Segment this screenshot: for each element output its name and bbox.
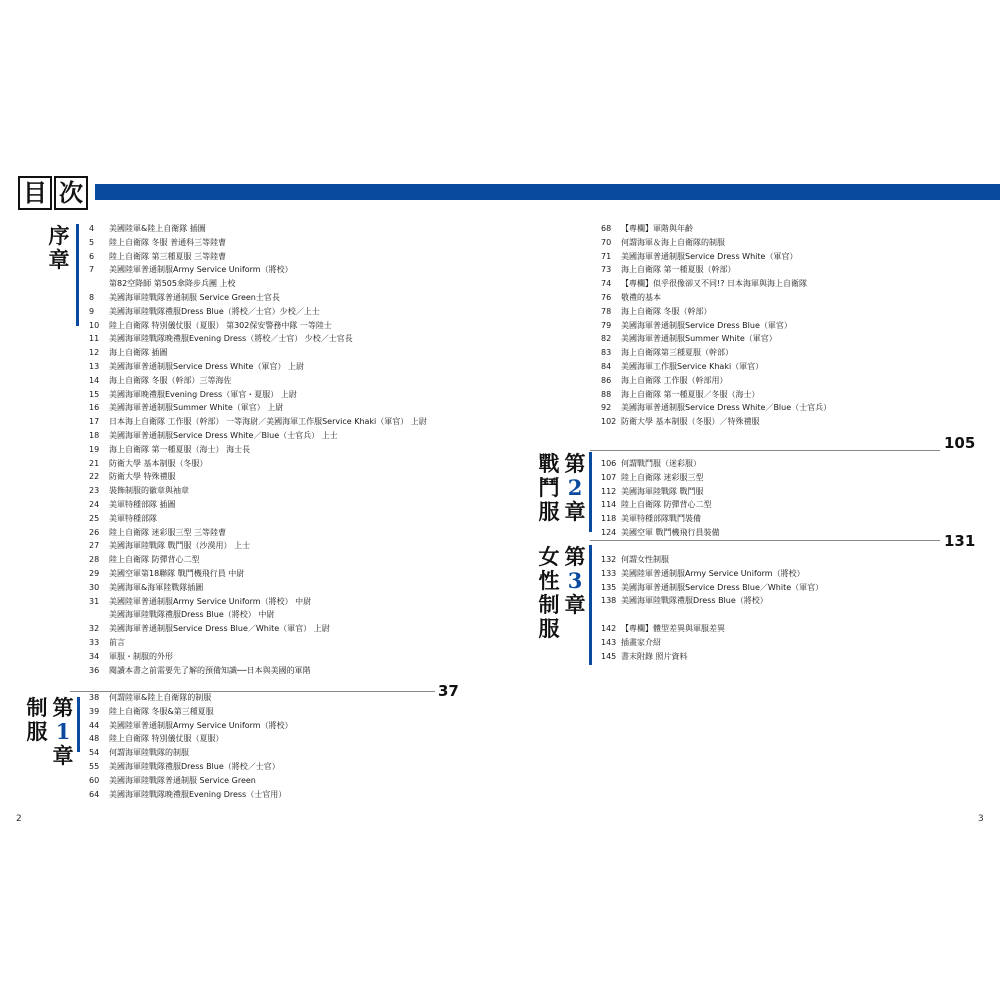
chapter2-title-char: 服 [538, 499, 560, 524]
toc-entry [601, 636, 725, 650]
toc-entry-title: 海上自衛隊 第一種夏服（海士） 海士長 [109, 444, 251, 454]
toc-entry [89, 457, 427, 471]
toc-entry-title: 美國空軍第18聯隊 戰鬥機飛行員 中尉 [109, 568, 245, 578]
appendix-toc [601, 622, 725, 663]
toc-entry [601, 498, 720, 512]
chapter1-title-char: 制 [26, 695, 48, 720]
toc-entry [89, 608, 427, 622]
toc-entry [89, 222, 427, 236]
preface-label-char: 章 [48, 247, 70, 272]
toc-entry-title: 美國海軍普通制服Service Dress Blue（軍官） [621, 320, 792, 330]
toc-entry-title: 插畫家介紹 [621, 637, 661, 647]
page-number-left: 2 [16, 814, 22, 824]
toc-entry-title: 美國陸軍普通制服Army Service Uniform（將校） [621, 568, 805, 578]
toc-entry-title: 海上自衛隊 冬服（幹部）三等海佐 [109, 375, 232, 385]
preface-bar [76, 224, 79, 326]
toc-entry [601, 263, 831, 277]
toc-page-number: 6 [89, 251, 95, 261]
toc-page-number: 70 [601, 237, 612, 247]
toc-page-number: 26 [89, 527, 100, 537]
toc-page-number: 48 [89, 734, 100, 744]
chapter1-start-page: 37 [438, 682, 459, 700]
chapter3-title-char: 女 [538, 544, 560, 569]
toc-entry [89, 567, 427, 581]
toc-page-number: 107 [601, 472, 617, 482]
toc-entry [89, 250, 427, 264]
toc-entry [89, 664, 427, 678]
toc-entry [601, 581, 823, 595]
toc-page-number: 25 [89, 513, 100, 523]
toc-entry-title: 海上自衛隊第三種夏服（幹部） [621, 348, 733, 358]
toc-entry-title: 美國海軍工作服Service Khaki（軍官） [621, 361, 764, 371]
toc-entry-title: 何謂女性制服 [621, 555, 669, 564]
toc-entry-title: 何謂戰鬥服（迷彩服） [621, 459, 701, 468]
toc-page-number: 13 [89, 361, 100, 371]
toc-page-number: 71 [601, 251, 612, 261]
toc-entry [89, 319, 427, 333]
toc-page-number: 114 [601, 500, 617, 510]
toc-page-number: 88 [601, 389, 612, 399]
chapter3-number-char: 章 [564, 592, 586, 617]
toc-page-number: 133 [601, 568, 617, 578]
toc-entry-title: 何謂海軍＆海上自衛隊的制服 [621, 237, 725, 247]
toc-entry [601, 650, 725, 664]
toc-page-number: 60 [89, 775, 100, 785]
toc-entry-title: 書末附錄 照片資料 [621, 651, 688, 661]
toc-entry-title: 海上自衛隊 第一種夏服（幹部） [621, 265, 736, 275]
toc-page-number: 118 [601, 514, 617, 524]
toc-entry [89, 719, 293, 733]
toc-entry-title: 美國海軍陸戰隊禮服Dress Blue（將校／士官） [109, 761, 280, 771]
toc-page-number: 86 [601, 375, 612, 385]
toc-entry [601, 222, 831, 236]
toc-page-number: 38 [89, 693, 100, 702]
toc-entry [89, 732, 293, 746]
toc-entry [89, 346, 427, 360]
toc-page-number: 76 [601, 292, 612, 302]
toc-entry-title: 陸上自衛隊 特別儀仗服（夏服） 第302保安警務中隊 一等陸士 [109, 320, 332, 330]
toc-page-number: 4 [89, 224, 95, 233]
toc-page-number: 79 [601, 320, 612, 330]
chapter3-title-char: 性 [538, 568, 560, 593]
toc-entry-title: 美國海軍普通制服Service Dress White／Blue（士官兵） 上士 [109, 430, 338, 440]
toc-entry-title: 美國海軍陸戰隊晚禮服Evening Dress（將校／士官） 少校／士官長 [109, 334, 353, 344]
chapter3-title-char: 服 [538, 616, 560, 641]
toc-entry-title: 美國海軍陸戰隊普通制服 Service Green士官長 [109, 292, 280, 302]
toc-page-number: 12 [89, 348, 100, 358]
chapter3-toc [601, 553, 823, 608]
chapter2-number-char: 章 [564, 499, 586, 524]
toc-entry [89, 236, 427, 250]
toc-entry [601, 332, 831, 346]
toc-entry-title: 陸上自衛隊 冬服 普通科三等陸曹 [109, 237, 227, 247]
toc-entry [601, 236, 831, 250]
toc-entry-title: 陸上自衛隊 特別儀仗服（夏服） [109, 734, 224, 744]
toc-entry [89, 774, 293, 788]
toc-page-number: 64 [89, 789, 100, 799]
toc-entry-title: 美國海軍陸戰隊晚禮服Evening Dress（士官用） [109, 789, 287, 799]
toc-entry-title: 美國海軍陸戰隊禮服Dress Blue（將校） [621, 596, 768, 606]
toc-entry [601, 526, 720, 540]
toc-page-number: 31 [89, 596, 100, 606]
toc-page-number: 74 [601, 279, 612, 289]
toc-entry [89, 360, 427, 374]
chapter2-number: 2 [567, 475, 583, 500]
toc-entry-title: 【專欄】體型差異與軍服差異 [621, 624, 725, 633]
toc-page-number: 145 [601, 651, 617, 661]
toc-entry-title: 【專欄】似乎很像卻又不同!? 日本海軍與海上自衛隊 [621, 279, 807, 289]
toc-entry [89, 443, 427, 457]
toc-entry-title: 敬禮的基本 [621, 292, 661, 302]
toc-page-number: 82 [601, 334, 612, 344]
toc-page-number: 11 [89, 334, 100, 344]
toc-entry-title: 美國海軍陸戰隊禮服Dress Blue（將校／士官）少校／上士 [109, 306, 320, 316]
toc-entry-title: 美國海軍普通制服Service Dress White（軍官） [621, 251, 798, 261]
toc-page-number: 32 [89, 624, 100, 634]
toc-page-number: 23 [89, 486, 100, 496]
toc-page-number: 92 [601, 403, 612, 413]
chapter2-start-page: 105 [944, 434, 976, 452]
toc-entry-title: 陸上自衛隊 迷彩服三型 三等陸曹 [109, 527, 227, 537]
chapter2-toc [601, 457, 720, 540]
toc-entry [601, 346, 831, 360]
toc-entry [601, 485, 720, 499]
toc-page-number: 84 [601, 361, 612, 371]
toc-entry [601, 457, 720, 471]
toc-entry-title: 美軍特種部隊 [109, 513, 157, 523]
toc-entry-title: 美國海軍晚禮服Evening Dress（軍官・夏服） 上尉 [109, 389, 297, 399]
toc-entry [89, 332, 427, 346]
chapter3-start-page: 131 [944, 532, 976, 550]
toc-page-number: 73 [601, 265, 612, 275]
toc-page-number: 24 [89, 499, 100, 509]
toc-page-number: 18 [89, 430, 100, 440]
toc-entry-title: 美國海軍普通制服Summer White（軍官） 上尉 [109, 403, 284, 413]
toc-page-number: 29 [89, 568, 100, 578]
toc-entry [89, 277, 427, 291]
toc-entry-title: 美國陸軍普通制服Army Service Uniform（將校） 中尉 [109, 596, 312, 606]
page-number-right: 3 [978, 814, 984, 824]
toc-entry [89, 429, 427, 443]
toc-entry-title: 美國海軍陸戰隊 戰鬥服 [621, 486, 704, 496]
toc-page-number: 21 [89, 458, 100, 468]
toc-entry-title: 美國海軍普通制服Service Dress Blue／White（軍官） [621, 582, 824, 592]
toc-page-number: 36 [89, 665, 100, 675]
chapter1-toc-right [601, 222, 831, 429]
toc-entry-title: 裝飾制服的徽章與袖章 [109, 486, 189, 496]
page-title [18, 176, 90, 210]
toc-page-number: 39 [89, 706, 100, 716]
toc-entry-title: 防衛大學 基本制服（冬服） [109, 458, 208, 468]
toc-entry [89, 581, 427, 595]
toc-entry-title: 日本海上自衛隊 工作服（幹部） 一等海尉／美國海軍工作服Service Khaki（軍官） 上尉 [109, 417, 427, 427]
toc-entry [89, 374, 427, 388]
toc-entry [601, 401, 831, 415]
toc-entry-title: 陸上自衛隊 防彈背心二型 [109, 555, 200, 565]
toc-entry-title: 美國海軍陸戰隊普通制服 Service Green [109, 775, 256, 785]
chapter2-number-char: 第 [564, 451, 586, 476]
toc-page-number: 22 [89, 472, 100, 482]
toc-entry [89, 401, 427, 415]
toc-page-number: 15 [89, 389, 100, 399]
chapter1-toc-left [89, 691, 293, 801]
toc-page-number: 5 [89, 237, 95, 247]
toc-page-number: 143 [601, 637, 617, 647]
toc-entry-title: 美國海軍普通制服Summer White（軍官） [621, 334, 777, 344]
toc-page-number: 124 [601, 527, 617, 537]
toc-entry [601, 471, 720, 485]
header-band-right [500, 184, 1000, 200]
toc-page-number: 68 [601, 224, 612, 233]
toc-entry [89, 622, 427, 636]
toc-page-number: 8 [89, 292, 95, 302]
toc-entry-title: 海上自衛隊 插圖 [109, 348, 168, 358]
toc-entry [89, 388, 427, 402]
toc-entry-title: 何謂陸軍&陸上自衛隊的制服 [109, 693, 212, 702]
toc-entry [601, 360, 831, 374]
toc-entry-title: 美國陸軍普通制服Army Service Uniform（將校） [109, 265, 293, 275]
toc-page-number: 142 [601, 624, 617, 633]
toc-entry-title: 美國海軍普通制服Service Dress Blue／White（軍官） 上尉 [109, 624, 330, 634]
chapter3-bar [589, 545, 592, 665]
toc-entry-title: 陸上自衛隊 第三種夏服 三等陸曹 [109, 251, 227, 261]
toc-page-number: 44 [89, 720, 100, 730]
toc-entry [89, 636, 427, 650]
toc-entry-title: 防衛大學 特殊禮服 [109, 472, 176, 482]
toc-entry [89, 526, 427, 540]
chapter2-bar [589, 452, 592, 532]
toc-entry-title: 美國空軍 戰鬥機飛行員裝備 [621, 527, 720, 537]
chapter1-title-char: 服 [26, 719, 48, 744]
toc-entry-title: 美國陸軍普通制服Army Service Uniform（將校） [109, 720, 293, 730]
toc-entry [601, 553, 823, 567]
toc-entry [601, 512, 720, 526]
toc-page-number: 54 [89, 748, 100, 758]
chapter2-rule [590, 450, 940, 451]
toc-entry [89, 291, 427, 305]
toc-entry-title: 美國海軍普通制服Service Dress White（軍官） 上尉 [109, 361, 304, 371]
toc-entry [89, 746, 293, 760]
toc-entry [601, 388, 831, 402]
toc-entry [601, 305, 831, 319]
toc-entry-title: 防衛大學 基本制服（冬服）／特殊禮服 [621, 417, 760, 427]
toc-entry [89, 498, 427, 512]
toc-page-number: 138 [601, 596, 617, 606]
toc-entry-title: 美國海軍陸戰隊 戰鬥服（沙漠用） 上士 [109, 541, 251, 551]
toc-page-number: 33 [89, 637, 100, 647]
toc-page-number: 34 [89, 651, 100, 661]
toc-entry [89, 470, 427, 484]
toc-entry-title: 美國陸軍&陸上自衛隊 插圖 [109, 224, 206, 233]
chapter2-title-char: 鬥 [538, 475, 560, 500]
toc-page-number: 135 [601, 582, 617, 592]
chapter1-bar [77, 697, 80, 752]
toc-page-number: 28 [89, 555, 100, 565]
toc-entry [89, 788, 293, 802]
toc-page-number: 132 [601, 555, 617, 564]
toc-entry-title: 閱讀本書之前需要先了解的預備知識──日本與美國的軍階 [109, 665, 311, 675]
toc-page-number: 19 [89, 444, 100, 454]
toc-entry [89, 263, 427, 277]
toc-page-number: 30 [89, 582, 100, 592]
toc-entry [601, 622, 725, 636]
chapter1-number: 1 [55, 719, 71, 744]
chapter2-title-char: 戰 [538, 451, 560, 476]
toc-entry [601, 374, 831, 388]
toc-page-number: 7 [89, 265, 95, 275]
toc-entry [89, 512, 427, 526]
title-char: 目 [18, 176, 52, 210]
toc-entry [601, 291, 831, 305]
toc-page-number: 83 [601, 348, 612, 358]
toc-entry [601, 277, 831, 291]
toc-entry-title: 海上自衛隊 第一種夏服／冬服（海士） [621, 389, 760, 399]
toc-entry [601, 567, 823, 581]
toc-entry [89, 650, 427, 664]
toc-entry-title: 美國海軍&海軍陸戰隊插圖 [109, 582, 204, 592]
chapter3-title-char: 制 [538, 592, 560, 617]
toc-entry-title: 美國海軍普通制服Service Dress White／Blue（士官兵） [621, 403, 832, 413]
toc-entry-title: 海上自衛隊 工作服（幹部用） [621, 375, 728, 385]
chapter1-number-char: 第 [52, 695, 74, 720]
toc-entry-title: 何謂海軍陸戰隊的制服 [109, 748, 189, 758]
toc-page-number: 27 [89, 541, 100, 551]
toc-page-number: 17 [89, 417, 100, 427]
toc-entry-title: 第82空降師 第505傘降步兵團 上校 [109, 279, 236, 289]
toc-entry [89, 553, 427, 567]
chapter3-rule [590, 540, 940, 541]
toc-entry [601, 594, 823, 608]
toc-entry [89, 705, 293, 719]
toc-entry-title: 陸上自衛隊 迷彩服三型 [621, 472, 704, 482]
toc-entry [601, 250, 831, 264]
toc-entry-title: 軍服・制服的外形 [109, 651, 173, 661]
toc-page-number: 10 [89, 320, 100, 330]
toc-entry [89, 539, 427, 553]
preface-label-char: 序 [48, 223, 70, 248]
toc-entry [89, 595, 427, 609]
toc-entry-title: 前言 [109, 637, 125, 647]
toc-page-number: 106 [601, 459, 617, 468]
chapter3-number-char: 第 [564, 544, 586, 569]
toc-page-number: 55 [89, 761, 100, 771]
toc-entry [601, 415, 831, 429]
chapter3-number: 3 [567, 568, 583, 593]
toc-page-number: 102 [601, 417, 617, 427]
toc-entry-title: 美國海軍陸戰隊禮服Dress Blue（將校） 中尉 [109, 610, 275, 620]
title-char: 次 [54, 176, 88, 210]
toc-page-number: 112 [601, 486, 617, 496]
toc-page-number: 78 [601, 306, 612, 316]
toc-entry [89, 415, 427, 429]
toc-page-number: 16 [89, 403, 100, 413]
toc-entry [89, 305, 427, 319]
toc-entry [89, 760, 293, 774]
toc-entry-title: 【專欄】軍階與年齡 [621, 224, 693, 233]
toc-entry-title: 陸上自衛隊 防彈背心二型 [621, 500, 712, 510]
toc-entry-title: 陸上自衛隊 冬服&第三種夏服 [109, 706, 214, 716]
toc-page-number: 9 [89, 306, 95, 316]
toc-entry [89, 484, 427, 498]
preface-toc [89, 222, 427, 677]
toc-entry [601, 319, 831, 333]
toc-entry-title: 海上自衛隊 冬服（幹部） [621, 306, 712, 316]
toc-entry-title: 美軍特種部隊 插圖 [109, 499, 176, 509]
header-band-left [95, 184, 500, 200]
chapter1-number-char: 章 [52, 743, 74, 768]
toc-entry [89, 691, 293, 705]
toc-entry-title: 美軍特種部隊戰鬥裝備 [621, 514, 701, 524]
toc-page-number: 14 [89, 375, 100, 385]
